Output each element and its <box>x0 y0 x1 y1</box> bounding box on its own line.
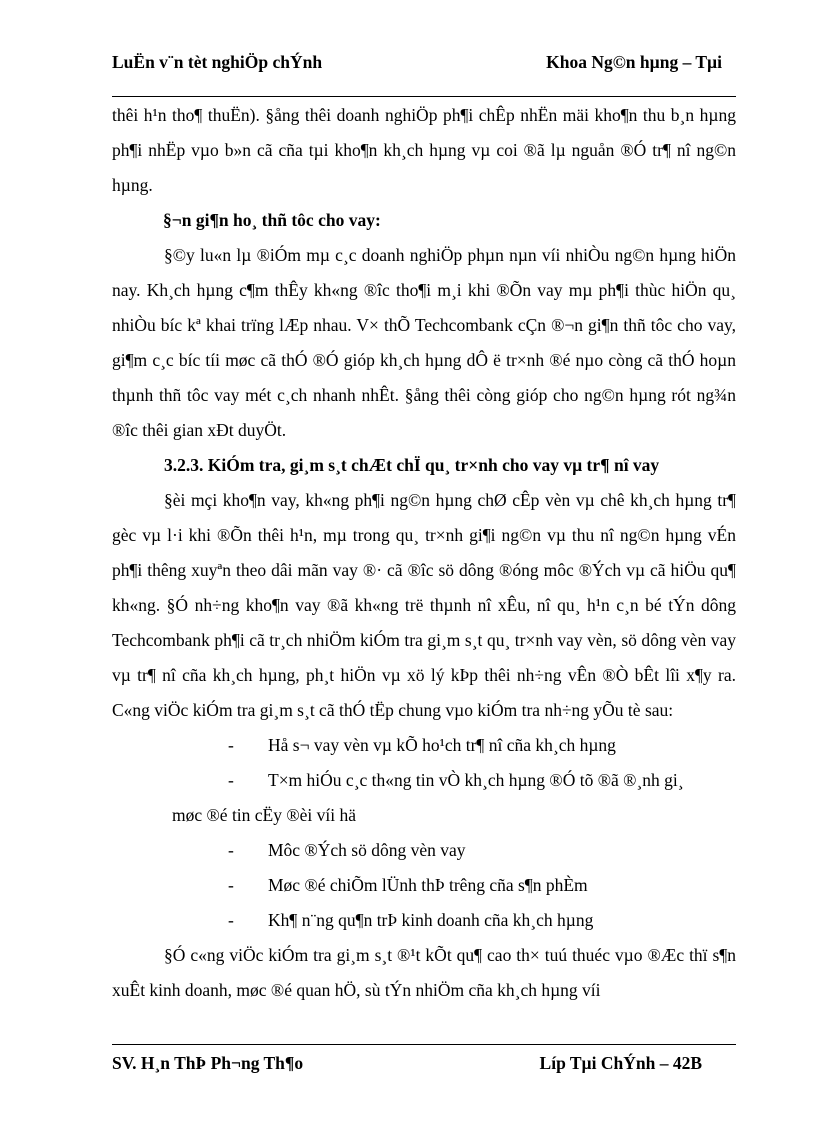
list-item <box>112 868 736 903</box>
list-item-text: T×m hiÓu c¸c th«ng tin vÒ kh¸ch hµng ®Ó tõ ®ã ®¸nh gi¸ <box>268 770 684 790</box>
list-item <box>112 903 736 938</box>
section-heading-3-2-3: 3.2.3. KiÓm tra, gi¸m s¸t chÆt chÏ qu¸ tr×nh cho vay vµ tr¶ nî vay <box>164 455 660 475</box>
paragraph-1: thêi h¹n tho¶ thuËn). §ång thêi doanh nghiÖp ph¶i chÊp nhËn mäi kho¶n thu b¸n hµng ph¶i nhËp vµo b»n cã cña tµi kho¶n kh¸ch hµng vµ coi ®ã lµ nguån ®Ó tr¶ nî ng©n hµng. <box>112 105 736 195</box>
paragraph-3: §èi mçi kho¶n vay, kh«ng ph¶i ng©n hµng chØ cÊp vèn vµ chê kh¸ch hµng tr¶ gèc vµ l·i khi ®Õn thêi h¹n, mµ trong qu¸ tr×nh gi¶i ng©n vµ thu nî ng©n hµng vÉn ph¶i thêng xuyªn theo dâi mãn vay ®· cã ®îc sö dông ®óng môc ®Ých vµ cã hiÖu qu¶ kh«ng. §Ó nh÷ng kho¶n vay ®ã kh«ng trë thµnh nî xÊu, nî qu¸ h¹n c¸n bé tÝn dông Techcombank ph¶i cã tr¸ch nhiÖm kiÓm tra gi¸m s¸t qu¸ tr×nh vay vèn, sö dông vèn vay vµ tr¶ nî cña kh¸ch hµng, ph¸t hiÖn vµ xö lý kÞp thêi nh÷ng vÊn ®Ò bÊt lîi x¶y ra. C«ng viÖc kiÓm tra gi¸m s¸t cã thÓ tËp chung vµo kiÓm tra nh÷ng yÕu tè sau: <box>112 490 736 720</box>
list-item-text: Môc ®Ých sö dông vèn vay <box>268 840 466 860</box>
list-item <box>112 763 736 798</box>
list-item-text: Møc ®é chiÕm lÜnh thÞ trêng cña s¶n phÈm <box>268 875 588 895</box>
list-item-text: Kh¶ n¨ng qu¶n trÞ kinh doanh cña kh¸ch hµng <box>268 910 594 930</box>
header-faculty: Khoa Ng©n hµng – Tµi <box>546 52 722 72</box>
bullet-dash: - <box>228 735 234 755</box>
footer-student-name: SV. H¸n ThÞ Ph¬ng Th¶o <box>112 1053 304 1073</box>
paragraph-4: §Ó c«ng viÖc kiÓm tra gi¸m s¸t ®¹t kÕt qu¶ cao th× tuú thuéc vµo ®Æc thï s¶n xuÊt kinh doanh, møc ®é quan hÖ, sù tÝn nhiÖm cña kh¸ch hµng víi <box>112 945 736 1000</box>
paragraph-2: §©y lu«n lµ ®iÓm mµ c¸c doanh nghiÖp phµn nµn víi nhiÒu ng©n hµng hiÖn nay. Kh¸ch hµng c¶m thÊy kh«ng ®îc tho¶i m¸i khi ®Õn vay mµ ph¶i thùc hiÖn qu¸ nhiÒu bíc kª khai trïng lÆp nhau. V× thÕ Techcombank cÇn ®¬n gi¶n thñ tôc cho vay, gi¶m c¸c bíc tíi møc cã thÓ ®Ó gióp kh¸ch hµng dÔ ë tr×nh ®é nµo còng cã thÓ hoµn thµnh thñ tôc vay mét c¸ch nhanh nhÊt. §ång thêi còng gióp cho ng©n hµng rót ng¾n ®îc thêi gian xÐt duyÖt. <box>112 245 736 440</box>
list-item <box>112 728 736 763</box>
bullet-dash: - <box>228 840 234 860</box>
footer-class: Líp Tµi ChÝnh – 42B <box>539 1053 702 1073</box>
footer-divider <box>112 1044 736 1045</box>
list-item <box>112 833 736 868</box>
bullet-dash: - <box>228 910 234 930</box>
list-item-continuation: møc ®é tin cËy ®èi víi hä <box>172 805 357 825</box>
bullet-dash: - <box>228 875 234 895</box>
bullet-dash: - <box>228 770 234 790</box>
section-heading-simplify: §¬n gi¶n ho¸ thñ tôc cho vay: <box>163 210 381 230</box>
header-divider <box>112 96 736 97</box>
list-item-text: Hå s¬ vay vèn vµ kÕ ho¹ch tr¶ nî cña kh¸ch hµng <box>268 735 616 755</box>
page-body <box>112 98 736 1008</box>
header-thesis-title: LuËn v¨n tèt nghiÖp chÝnh <box>112 52 323 72</box>
